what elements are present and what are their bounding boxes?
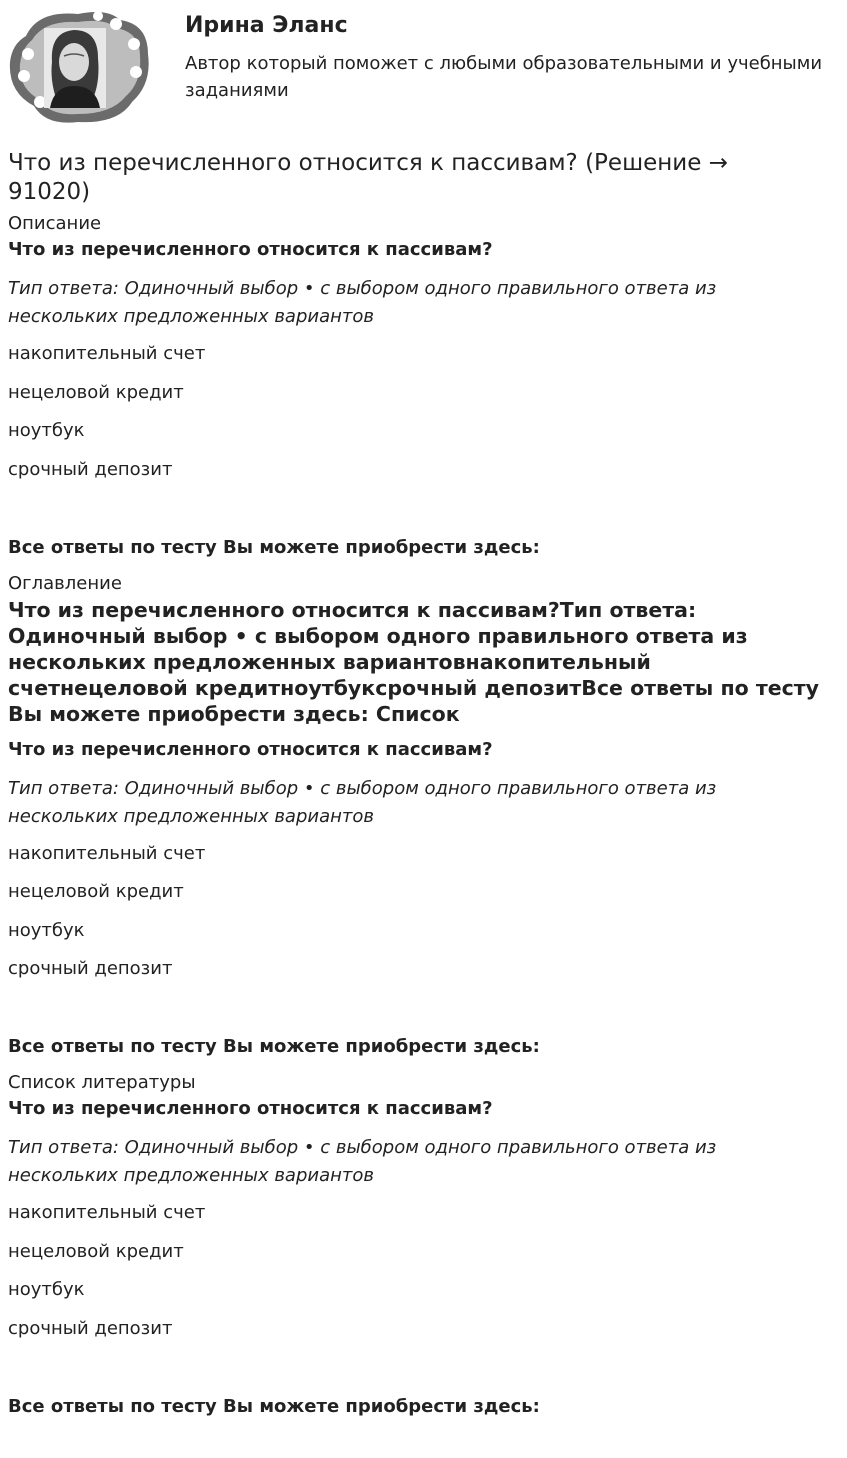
answer-type: Тип ответа: Одиночный выбор • с выбором одного правильного ответа из нескольких предложенных вариантов <box>8 1137 717 1186</box>
option-item: срочный депозит <box>8 1317 173 1339</box>
option-item: срочный депозит <box>8 958 173 979</box>
section-label-description: Описание <box>8 213 102 234</box>
author-avatar[interactable] <box>8 6 150 126</box>
option-item: срочный депозит <box>8 458 173 480</box>
author-header <box>8 0 839 135</box>
answers-purchase-text: Все ответы по тесту Вы можете приобрести здесь: <box>8 536 540 558</box>
answers-purchase-text: Все ответы по тесту Вы можете приобрести здесь: <box>8 1395 540 1417</box>
answer-type: Тип ответа: Одиночный выбор • с выбором одного правильного ответа из нескольких предложенных вариантов <box>8 278 717 327</box>
option-item: ноутбук <box>8 420 85 441</box>
option-item: нецеловой кредит <box>8 381 184 403</box>
option-item: нецеловой кредит <box>8 1240 184 1262</box>
question-text: Что из перечисленного относится к пассивам? <box>8 738 493 760</box>
question-text: Что из перечисленного относится к пассивам? <box>8 1098 493 1119</box>
section-label-toc: Оглавление <box>8 572 122 594</box>
option-item: накопительный счет <box>8 343 206 364</box>
question-text: Что из перечисленного относится к пассивам? <box>8 239 493 260</box>
page <box>8 0 839 1430</box>
author-name[interactable]: Ирина Эланс <box>185 13 348 38</box>
answers-purchase-text: Все ответы по тесту Вы можете приобрести здесь: <box>8 1036 540 1057</box>
toc-title: Что из перечисленного относится к пассивам?Тип ответа: Одиночный выбор • с выбором одного правильного ответа из нескольких предложенных вариантовнакопительный счетнецеловой кредитноутбуксрочный депозитВсе ответы по тесту Вы можете приобрести здесь: Список <box>8 597 820 726</box>
section-label-bibliography: Список литературы <box>8 1072 196 1093</box>
author-description: Автор который поможет с любыми образовательными и учебными заданиями <box>185 53 823 101</box>
option-item: ноутбук <box>8 1279 85 1300</box>
answer-type: Тип ответа: Одиночный выбор • с выбором одного правильного ответа из нескольких предложенных вариантов <box>8 777 717 827</box>
page-title: Что из перечисленного относится к пассивам? (Решение → 91020) <box>8 150 728 205</box>
option-item: нецеловой кредит <box>8 881 184 902</box>
option-item: накопительный счет <box>8 842 206 864</box>
option-item: ноутбук <box>8 919 85 941</box>
option-item: накопительный счет <box>8 1202 206 1223</box>
